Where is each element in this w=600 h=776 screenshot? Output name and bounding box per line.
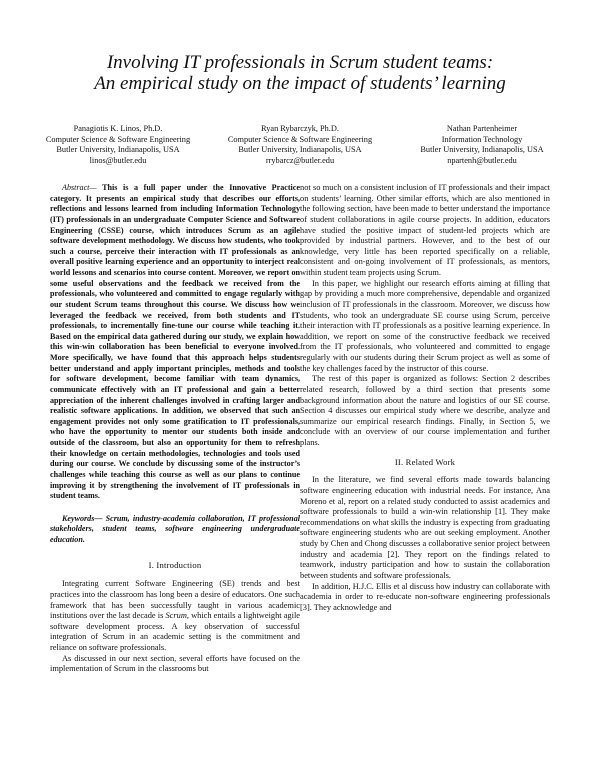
author-dept: Computer Science & Software Engineering	[45, 134, 191, 144]
intro-p1-text-b: , which entails a lightweight agile software development process. A key observation of successful integration of Scrum in an academic setting is the commitment and reliance on software professionals.	[50, 611, 300, 652]
author-dept: Information Technology	[441, 134, 523, 144]
related-paragraph-2: In addition, H.J.C. Ellis et al discuss how industry can collaborate with academia in order to re-educate non-software engineering professionals [3]. They acknowledge and	[300, 581, 550, 612]
abstract	[50, 183, 300, 502]
author-name: Panagiotis K. Linos, Ph.D.	[73, 124, 163, 133]
related-paragraph-1: In the literature, we find several efforts made towards balancing software engineering education with industrial needs. For instance, Ana Moreno et al, report on a related study conducted to assist academics and software professionals to build a win-win relationship [1]. They make recommendations on what skills the industry is expecting from graduating software engineering students who are out seeking employment. Another study by Chen and Chong discusses a collaborative senior project between industry and academia [2]. They report on the findings related to teamwork, industry participation and how to sustain the collaboration between students and software professionals.	[300, 475, 550, 580]
intro-paragraph-4: The rest of this paper is organized as follows: Section 2 describes related research, followed by a third section that presents some background information about the nature and logistics of our SE course. Section 4 discusses our empirical study where we describe, analyze and summarize our empirical research findings. Finally, in Section 5, we conclude with an overview of our course implementation and further plans.	[300, 374, 550, 447]
title-line-2: An empirical study on the impact of students’ learning	[94, 73, 506, 94]
author-affiliation: Butler University, Indianapolis, USA	[238, 145, 362, 155]
author-email: npartenh@butler.edu	[447, 155, 517, 165]
author-name: Nathan Partenheimer	[446, 124, 518, 133]
section-heading-related-work: II. Related Work	[394, 456, 456, 467]
intro-paragraph-1	[50, 579, 300, 653]
intro-paragraph-2: As discussed in our next section, several efforts have focused on the implementation of Scrum in the classrooms but	[50, 653, 300, 674]
abstract-text: This is a full paper under the Innovative Practice category. It presents an empirical study that describes our efforts, reflections and lessons learned from including Information Technology (IT) professionals in an undergraduate Computer Science and Software Engineering (CSSE) course, which introduces Scrum as an agile software development methodology. We discuss how students, who took such a course, perceive their interaction with IT professionals as an overall positive learning experience and an opportunity to interject real world lessons and scenarios into course content. Moreover, we report on some useful observations and the feedback we received from the professionals, who volunteered and committed to engage regularly with our student Scrum teams throughout this course. We discuss how we leveraged the feedback we received, from both students and IT professionals, to incrementally fine-tune our course while teaching it. Based on the empirical data gathered during our study, we explain how this win-win collaboration has been beneficial to everyone involved. More specifically, we have found that this approach helps students better understand and apply important principles, methods and tools for software development, become familiar with team dynamics, communicate effectively with an IT professional and gain a better appreciation of the inherent challenges involved in crafting larger and realistic software applications. In addition, we observed that such an engagement provides not only some gratification to IT professionals, who have the opportunity to mentor our students both inside and outside of the classroom, but also an opportunity for them to refresh their knowledge on certain methodologies, technologies and tools used during our course. We conclude by discussing some of the instructor’s challenges while teaching this course as well as our plans to continue improving it by strengthening the involvement of IT professionals in student teams.	[50, 183, 300, 501]
author-2	[210, 124, 390, 166]
author-affiliation: Butler University, Indianapolis, USA	[420, 145, 544, 155]
paper-title	[40, 52, 560, 94]
intro-paragraph-3: In this paper, we highlight our research efforts aiming at filling that gap by providing a much more comprehensive, dependable and organized inclusion of IT professionals in the classroom. Moreover, we discuss how students, who took an undergraduate SE course using Scrum, perceive their interaction with IT professionals as a positive learning experience. In addition, we report on some of the constructive feedback we received from the IT professionals, who volunteered and committed to engage regularly with our students during their Scrum project as well as some of the key challenges faced by the instructor of this course.	[300, 278, 550, 373]
left-column	[50, 183, 300, 675]
section-heading-introduction: I. Introduction	[148, 559, 202, 570]
author-3	[392, 124, 572, 166]
keywords	[50, 514, 300, 546]
intro-paragraph-continued: not so much on a consistent inclusion of IT professionals and their impact on students’ learning. Other similar efforts, which are also mentioned in the following section, have been made to better understand the importance of student collaborations in agile course projects. In addition, educators have studied the positive impact of student-led projects which are provided by industrial partners. However, and to the best of our knowledge, very little has been reported specifically on a reliable, consistent and on-going involvement of IT professionals, as mentors, within student team projects using Scrum.	[300, 183, 550, 277]
author-dept: Computer Science & Software Engineering	[227, 134, 373, 144]
author-affiliation: Butler University, Indianapolis, USA	[56, 145, 180, 155]
keywords-label: Keywords—	[62, 513, 103, 523]
abstract-label: Abstract—	[62, 183, 97, 192]
intro-p1-italic: Scrum	[165, 611, 187, 621]
author-1	[28, 124, 208, 166]
author-email: rrybarcz@butler.edu	[265, 155, 335, 165]
right-column	[300, 183, 550, 613]
author-email: linos@butler.edu	[89, 155, 147, 165]
intro-p1-text-a: Integrating current Software Engineering (SE) trends and best practices into the classroom has long been a desire of educators. One such framework that has been successfully taught in various academic institutions over the last decade is	[50, 579, 300, 621]
title-line-1: Involving IT professionals in Scrum student teams:	[106, 52, 494, 73]
author-name: Ryan Rybarczyk, Ph.D.	[261, 124, 339, 133]
author-block	[28, 124, 572, 166]
keywords-text: Scrum, industry-academia collaboration, IT professional stakeholders, student teams, software engineering undergraduate education.	[50, 513, 300, 544]
